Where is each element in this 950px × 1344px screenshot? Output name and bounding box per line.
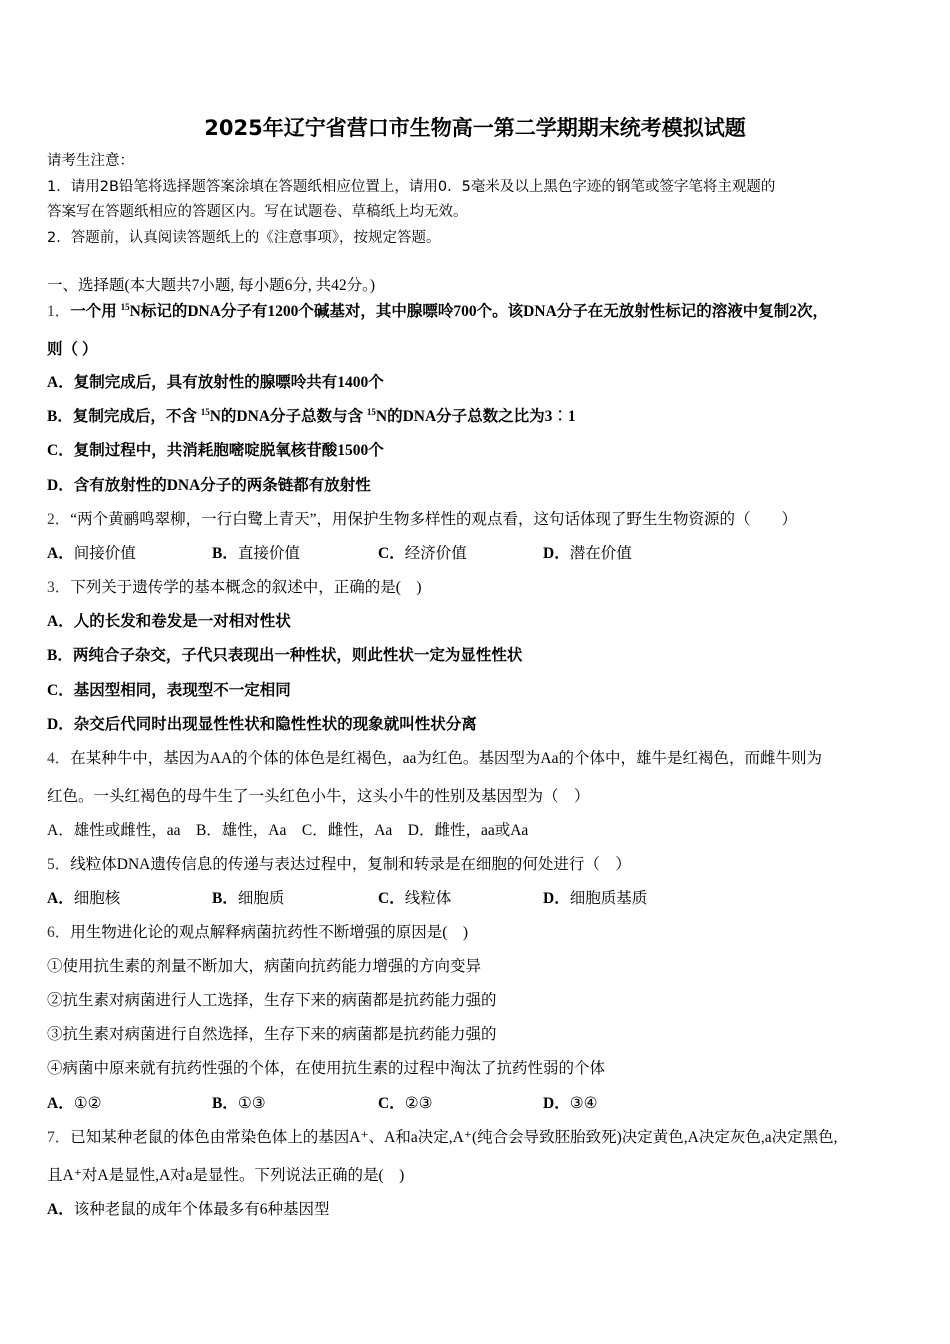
statement-1: ①使用抗生素的剂量不断加大，病菌向抗药能力增强的方向变异 (47, 958, 482, 975)
option-5c[interactable] (378, 889, 451, 909)
option-1d[interactable] (47, 476, 371, 496)
question-7 (47, 1128, 838, 1148)
option-5a[interactable] (47, 889, 120, 909)
option-2c[interactable] (378, 544, 467, 564)
option-text: N的DNA分子总数之比为3︰1 (375, 408, 576, 425)
option-label: D． (47, 477, 74, 494)
option-text: 复制完成后，具有放射性的腺嘌呤共有1400个 (73, 374, 384, 391)
option-text: ①② (73, 1095, 102, 1112)
question-text: 线粒体DNA遗传信息的传递与表达过程中，复制和转录是在细胞的何处进行（ ） (70, 856, 631, 873)
option-label: C． (378, 890, 405, 907)
option-text: ③④ (569, 1095, 598, 1112)
question-2 (47, 510, 797, 530)
question-number: 7． (47, 1129, 71, 1146)
option-6a[interactable] (47, 1094, 102, 1114)
superscript: 15 (120, 302, 130, 312)
question-5 (47, 855, 631, 875)
option-label: C． (378, 545, 405, 562)
notice-item-2: 2．答题前，认真阅读答题纸上的《注意事项》，按规定答题。 (47, 230, 441, 246)
option-text: 两纯合子杂交，子代只表现出一种性状，则此性状一定为显性性状 (72, 647, 523, 664)
statement-3: ③抗生素对病菌进行自然选择，生存下来的病菌都是抗药能力强的 (47, 1026, 497, 1043)
option-6b[interactable] (212, 1094, 266, 1114)
option-3d[interactable] (47, 715, 477, 735)
option-6d[interactable] (543, 1094, 598, 1114)
options-4[interactable]: A．雄性或雌性，aa B．雄性，Aa C．雌性，Aa D．雌性，aa或Aa (47, 822, 529, 839)
question-text: “两个黄鹂鸣翠柳，一行白鹭上青天”，用保护生物多样性的观点看，这句话体现了野生生物资源的（ ） (70, 511, 798, 528)
option-label: C． (47, 682, 74, 699)
notice-item-1: 1．请用2B铅笔将选择题答案涂填在答题纸相应位置上，请用0．5毫米及以上黑色字迹的钢笔或签字笔将主观题的 (47, 179, 776, 195)
option-label: B． (212, 1095, 238, 1112)
option-2d[interactable] (543, 544, 632, 564)
question-number: 4． (47, 750, 71, 767)
question-text: N标记的DNA分子有1200个碱基对，其中腺嘌呤700个。该DNA分子在无放射性标记的溶液中复制2次， (129, 303, 829, 320)
option-label: D． (47, 716, 74, 733)
option-3b[interactable] (47, 646, 522, 666)
option-1c[interactable] (47, 441, 384, 461)
option-2b[interactable] (212, 544, 300, 564)
option-text: N的DNA分子总数与含 (209, 408, 364, 425)
option-text: 杂交后代同时出现显性性状和隐性性状的现象就叫性状分离 (73, 716, 477, 733)
option-1a[interactable] (47, 373, 384, 393)
option-3a[interactable] (47, 612, 291, 632)
option-label: D． (543, 890, 570, 907)
option-6c[interactable] (378, 1094, 433, 1114)
question-number: 2． (47, 511, 71, 528)
option-label: A． (47, 1095, 74, 1112)
page-title: 2025年辽宁省营口市生物高一第二学期期末统考模拟试题 (204, 116, 746, 140)
notice-heading: 请考生注意： (47, 153, 134, 169)
option-5d[interactable] (543, 889, 647, 909)
option-text: 经济价值 (404, 545, 467, 562)
superscript: 15 (366, 407, 376, 417)
option-label: A． (47, 545, 74, 562)
option-label: D． (543, 545, 570, 562)
question-1 (47, 302, 828, 322)
option-text: 直接价值 (237, 545, 300, 562)
statement-4: ④病菌中原来就有抗药性强的个体，在使用抗生素的过程中淘汰了抗药性弱的个体 (47, 1060, 606, 1077)
question-6 (47, 923, 468, 943)
option-text: ②③ (404, 1095, 433, 1112)
option-text: 线粒体 (404, 890, 452, 907)
option-label: B． (212, 890, 238, 907)
option-2a[interactable] (47, 544, 136, 564)
option-label: A． (47, 374, 74, 391)
option-text: 细胞核 (73, 890, 121, 907)
option-text: 含有放射性的DNA分子的两条链都有放射性 (73, 477, 371, 494)
notice-item-1-cont: 答案写在答题纸相应的答题区内。写在试题卷、草稿纸上均无效。 (47, 204, 468, 220)
question-number: 6． (47, 924, 71, 941)
option-text: 细胞质基质 (569, 890, 648, 907)
question-number: 1． (47, 303, 71, 320)
option-label: A． (47, 890, 74, 907)
option-text: 基因型相同，表现型不一定相同 (73, 682, 291, 699)
statement-2: ②抗生素对病菌进行人工选择，生存下来的病菌都是抗药能力强的 (47, 992, 497, 1009)
question-number: 5． (47, 856, 71, 873)
option-label: B． (47, 647, 73, 664)
option-label: C． (378, 1095, 405, 1112)
question-4-cont: 红色。一头红褐色的母牛生了一头红色小牛，这头小牛的性别及基因型为（ ） (47, 788, 590, 805)
option-text: 复制完成后，不含 (72, 408, 197, 425)
option-1b[interactable] (47, 407, 576, 427)
option-text: 复制过程中，共消耗胞嘧啶脱氧核苷酸1500个 (73, 442, 384, 459)
option-label: A． (47, 613, 74, 630)
option-label: B． (212, 545, 238, 562)
option-text: 间接价值 (73, 545, 136, 562)
question-text: 下列关于遗传学的基本概念的叙述中，正确的是( ) (70, 579, 422, 596)
option-3c[interactable] (47, 681, 291, 701)
section-heading: 一、选择题(本大题共7小题, 每小题6分, 共42分。) (47, 277, 376, 294)
question-text: 一个用 (70, 303, 117, 320)
option-text: 该种老鼠的成年个体最多有6种基因型 (73, 1201, 330, 1218)
question-number: 3． (47, 579, 71, 596)
option-label: C． (47, 442, 74, 459)
option-label: B． (47, 408, 73, 425)
question-text: 用生物进化论的观点解释病菌抗药性不断增强的原因是( ) (70, 924, 469, 941)
option-label: D． (543, 1095, 570, 1112)
option-7a[interactable] (47, 1200, 329, 1220)
option-text: 潜在价值 (569, 545, 632, 562)
superscript: 15 (200, 407, 210, 417)
question-4 (47, 749, 822, 769)
option-text: 细胞质 (237, 890, 285, 907)
option-text: 人的长发和卷发是一对相对性状 (73, 613, 291, 630)
option-label: A． (47, 1201, 74, 1218)
option-text: ①③ (237, 1095, 266, 1112)
question-1-cont: 则（ ） (47, 341, 98, 358)
question-text: 在某种牛中，基因为AA的个体的体色是红褐色，aa为红色。基因型为Aa的个体中，雄牛是红褐色，而雌牛则为 (70, 750, 822, 767)
question-7-cont: 且A⁺对A是显性,A对a是显性。下列说法正确的是( ) (47, 1167, 405, 1184)
question-3 (47, 578, 422, 598)
option-5b[interactable] (212, 889, 284, 909)
question-text: 已知某种老鼠的体色由常染色体上的基因A⁺、A和a决定,A⁺(纯合会导致胚胎致死)决定黄色,A决定灰色,a决定黑色, (70, 1129, 838, 1146)
